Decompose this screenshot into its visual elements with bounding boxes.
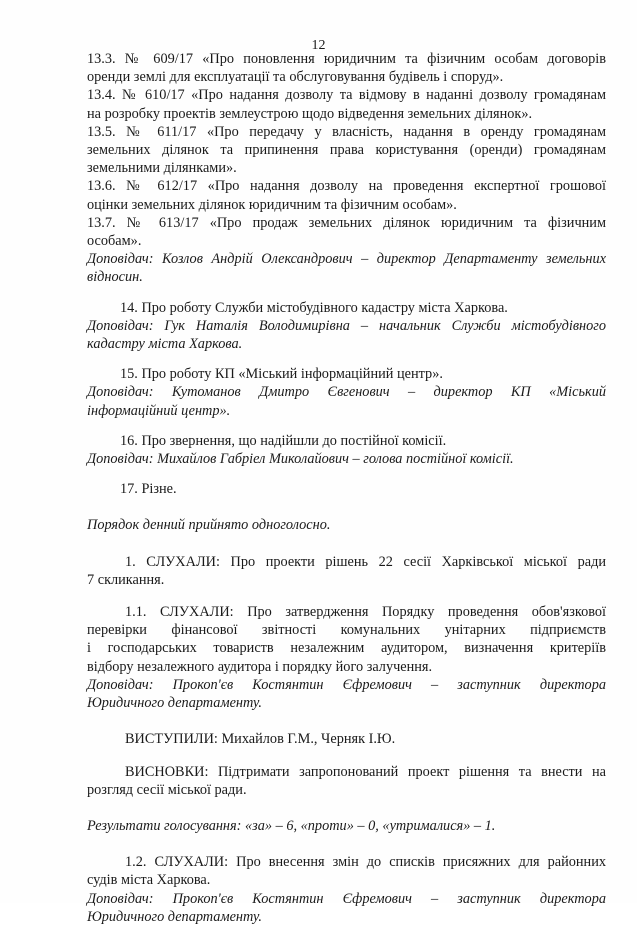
agenda-item-13-5-line-2: земельних ділянок та припинення права користування (оренди) громадянам [87,142,606,159]
agenda-item-17: 17. Різне. [120,481,177,498]
heard-1-line-2: 7 скликання. [87,571,165,588]
conclusions-line-1: ВИСНОВКИ: Підтримати запропонований проект рішення та внести на [125,763,606,780]
heard-1-1 [87,603,606,676]
speaker-1-1-line-1: Доповідач: Прокоп'єв Костянтин Єфремович – заступник директора [87,676,606,693]
agenda-item-13-7 [87,214,606,250]
speaker-15-line-1: Доповідач: Кутоманов Дмитро Євгенович – директор КП «Міський [87,384,606,401]
agenda-item-13-3-line-2: оренди землі для експлуатації та обслуговування будівель і споруд». [87,69,504,86]
speaker-1-2-line-1: Доповідач: Прокоп'єв Костянтин Єфремович – заступник директора [87,890,606,907]
agenda-adopted-note: Порядок денний прийнято одноголосно. [87,517,331,534]
agenda-item-13-3-line-1: 13.3. № 609/17 «Про поновлення юридичним та фізичним особам договорів [87,51,606,67]
heard-1-2 [87,853,606,889]
page-number: 12 [311,38,326,53]
speaker-15 [87,383,606,419]
agenda-item-13-6 [87,177,606,213]
heard-1-2-line-2: судів міста Харкова. [87,872,211,889]
agenda-item-13-4-line-1: 13.4. № 610/17 «Про надання дозволу та відмову в наданні дозволу громадянам [87,87,606,104]
agenda-item-13-5 [87,123,606,178]
agenda-item-13-6-line-2: оцінки земельних ділянок юридичним та фізичним особам». [87,196,457,213]
speaker-13-line-1: Доповідач: Козлов Андрій Олександрович – директор Департаменту земельних [87,251,606,268]
heard-1-1-line-1: 1.1. СЛУХАЛИ: Про затвердження Порядку проведення обов'язкової [125,604,606,621]
speaker-1-1-line-2: Юридичного департаменту. [87,695,263,712]
agenda-item-14: 14. Про роботу Служби містобудівного кадастру міста Харкова. [120,299,508,316]
speaker-14 [87,317,606,353]
agenda-item-13-5-line-3: земельними ділянками». [87,160,237,177]
speaker-1-2-line-2: Юридичного департаменту. [87,908,263,925]
speaker-13-line-2: відносин. [87,269,143,286]
agenda-item-13-4 [87,86,606,122]
heard-1-1-line-2: перевірки фінансової звітності комунальних унітарних підприємств [87,622,606,639]
page-content [87,50,606,926]
spoke-line: ВИСТУПИЛИ: Михайлов Г.М., Черняк І.Ю. [125,731,396,748]
heard-1-line-1: 1. СЛУХАЛИ: Про проекти рішень 22 сесії Харківської міської ради [125,553,606,570]
agenda-item-13-7-line-1: 13.7. № 613/17 «Про продаж земельних ділянок юридичним та фізичним [87,214,606,231]
speaker-1-1 [87,676,606,712]
heard-1-1-line-4: відбору незалежного аудитора і порядку його залучення. [87,658,433,675]
heard-1-1-line-3: і господарських товариств незалежним аудитором, визначення критеріїв [87,640,606,657]
conclusions-line-2: розгляд сесії міської ради. [87,781,247,798]
heard-1-2-line-1: 1.2. СЛУХАЛИ: Про внесення змін до списків присяжних для районних [125,854,606,871]
agenda-item-13-7-line-2: особам». [87,233,142,250]
agenda-item-13-6-line-1: 13.6. № 612/17 «Про надання дозволу на проведення експертної грошової [87,178,606,195]
agenda-item-15: 15. Про роботу КП «Міський інформаційний центр». [120,366,443,383]
agenda-item-13-3 [87,50,606,86]
speaker-14-line-2: кадастру міста Харкова. [87,336,243,353]
heard-1 [87,553,606,589]
speaker-14-line-1: Доповідач: Гук Наталія Володимирівна – начальник Служби містобудівного [87,317,606,334]
agenda-item-16: 16. Про звернення, що надійшли до постійної комісії. [120,432,447,449]
speaker-13 [87,250,606,286]
agenda-item-13-5-line-1: 13.5. № 611/17 «Про передачу у власність, надання в оренду громадянам [87,123,606,140]
agenda-item-13-4-line-2: на розробку проектів землеустрою щодо відведення земельних ділянок». [87,105,533,122]
speaker-16: Доповідач: Михайлов Габріел Миколайович – голова постійної комісії. [87,451,514,468]
speaker-1-2 [87,890,606,926]
vote-results: Результати голосування: «за» – 6, «проти» – 0, «утрималися» – 1. [87,817,496,834]
speaker-15-line-2: інформаційний центр». [87,402,231,419]
conclusions [87,763,606,799]
